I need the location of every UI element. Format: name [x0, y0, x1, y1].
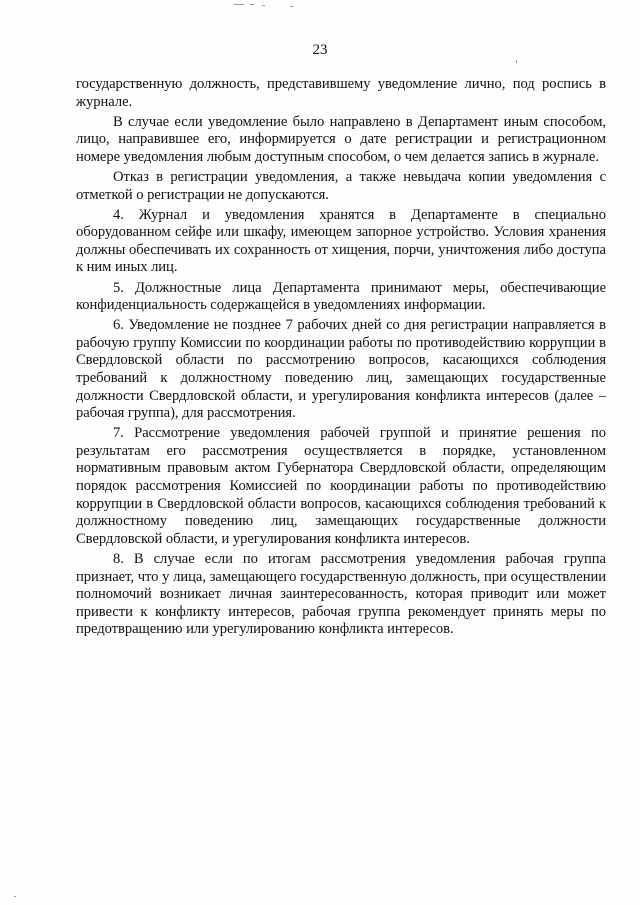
- paragraph: 7. Рассмотрение уведомления рабочей группой и принятие решения по результатам его рассмотрения осуществляется в порядке, установленном нормативным правовым актом Губернатора Свердловской области, определяющим порядок рассмотрения Комиссией по координации работы по противодействию коррупции в Свердловской области вопросов, касающихся соблюдения требований к должностному поведению лиц, замещающих государственные должности Свердловской области, и урегулирования конфликта интересов.: [76, 425, 606, 547]
- paragraph: 4. Журнал и уведомления хранятся в Департаменте в специально оборудованном сейфе или шкафу, имеющем запорное устройство. Условия хранения должны обеспечивать их сохранность от хищения, порчи, уничтожения либо доступа к ним иных лиц.: [76, 206, 606, 276]
- scan-artifact: [290, 6, 293, 7]
- paragraph: 5. Должностные лица Департамента принимают меры, обеспечивающие конфиденциальность содержащейся в уведомлениях информации.: [76, 279, 606, 314]
- paragraph: Отказ в регистрации уведомления, а также невыдача копии уведомления с отметкой о регистрации не допускаются.: [76, 168, 606, 203]
- scan-artifact: [234, 4, 244, 5]
- scan-artifact: [250, 4, 254, 5]
- scan-artifact: [516, 60, 517, 63]
- paragraph: В случае если уведомление было направлено в Департамент иным способом, лицо, направившее его, информируется о дате регистрации и регистрационном номере уведомления любым доступным способом, о чем делается запись в журнале.: [76, 113, 606, 165]
- page-number: 23: [312, 42, 328, 58]
- scan-artifact: [14, 896, 16, 897]
- paragraph: 6. Уведомление не позднее 7 рабочих дней со дня регистрации направляется в рабочую группу Комиссии по координации работы по противодействию коррупции в Свердловской области по рассмотрению вопросов, касающихся соблюдения требований к должностному поведению лиц, замещающих государственные должности Свердловской области, и урегулирования конфликта интересов (далее – рабочая группа), для рассмотрения.: [76, 317, 606, 422]
- document-body: [76, 76, 606, 641]
- paragraph: государственную должность, представившему уведомление лично, под роспись в журнале.: [76, 76, 606, 110]
- paragraph: 8. В случае если по итогам рассмотрения уведомления рабочая группа признает, что у лица, замещающего государственную должность, при осуществлении полномочий возникает личная заинтересованность, которая приводит или может привести к конфликту интересов, рабочая группа рекомендует принять меры по предотвращению или урегулированию конфликта интересов.: [76, 550, 606, 638]
- scan-artifact: [262, 5, 265, 6]
